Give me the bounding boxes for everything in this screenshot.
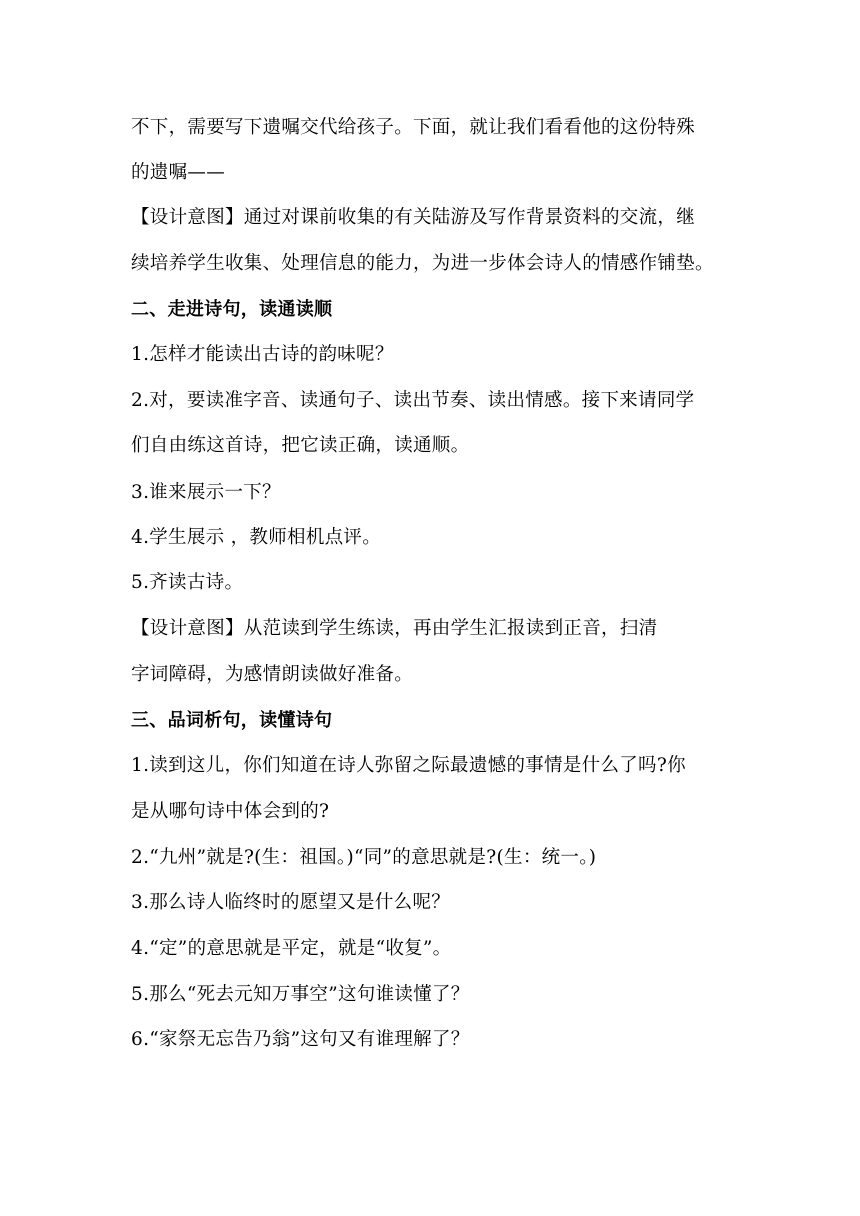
design-intent-line: 【设计意图】从范读到学生练读，再由学生汇报读到正音，扫清	[131, 618, 658, 639]
list-item: 3.谁来展示一下？	[131, 482, 281, 503]
list-item: 1.读到这儿，你们知道在诗人弥留之际最遗憾的事情是什么了吗?你	[131, 755, 686, 776]
section-heading: 三、品词析句，读懂诗句	[131, 710, 333, 731]
list-item: 4.“定”的意思就是平定，就是“收复”。	[131, 938, 452, 959]
design-intent-line: 字词障碍，为感情朗读做好准备。	[131, 664, 414, 685]
design-intent-line: 【设计意图】通过对课前收集的有关陆游及写作背景资料的交流，继	[131, 207, 696, 228]
list-item: 6.“家祭无忘告乃翁”这句又有谁理解了？	[131, 1029, 470, 1050]
list-item: 4.学生展示 ，教师相机点评。	[131, 527, 382, 548]
paragraph-line: 不下，需要写下遗嘱交代给孩子。下面，就让我们看看他的这份特殊	[131, 117, 696, 138]
list-item: 2.对，要读准字音、读通句子、读出节奏、读出情感。接下来请同学	[131, 390, 695, 411]
list-item: 5.那么“死去元知万事空”这句谁读懂了？	[131, 984, 470, 1005]
list-item: 5.齐读古诗。	[131, 572, 244, 593]
paragraph-line: 是从哪句诗中体会到的?	[131, 801, 330, 822]
section-heading: 二、走进诗句，读通读顺	[131, 299, 333, 320]
paragraph-line: 们自由练这首诗，把它读正确，读通顺。	[131, 435, 470, 456]
list-item: 2.“九州”就是?(生：祖国。)“同”的意思就是?(生：统一。)	[131, 847, 597, 868]
list-item: 3.那么诗人临终时的愿望又是什么呢？	[131, 892, 451, 913]
paragraph-line: 的遗嘱——	[131, 162, 226, 183]
list-item: 1.怎样才能读出古诗的韵味呢？	[131, 344, 394, 365]
design-intent-line: 续培养学生收集、处理信息的能力，为进一步体会诗人的情感作铺垫。	[131, 253, 714, 274]
